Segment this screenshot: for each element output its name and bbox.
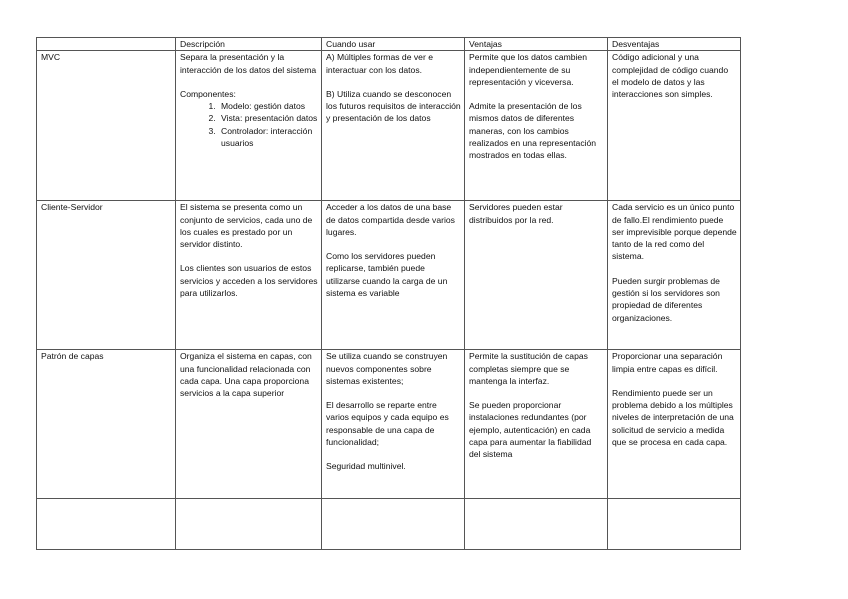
- header-empty: [37, 38, 176, 51]
- desventajas-text: Cada servicio es un único punto de fallo.El rendimiento puede ser imprevisible porque depende tanto de la red como del sistema.: [612, 202, 737, 262]
- descripcion-cell: [176, 201, 322, 350]
- cuando-usar-text: Se utiliza cuando se construyen nuevos componentes sobre sistemas existentes;: [326, 351, 448, 386]
- descripcion-cell: [176, 51, 322, 201]
- descripcion-text: Separa la presentación y la interacción de los datos del sistema: [180, 52, 317, 75]
- cuando-usar-text: B) Utiliza cuando se desconocen los futuros requisitos de interacción y presentación de los datos: [326, 88, 461, 124]
- desventajas-text: Proporcionar una separación limpia entre capas es difícil.: [612, 351, 723, 374]
- desventajas-text: Rendimiento puede ser un problema debido a los múltiples niveles de interpretación de una solicitud de servicio a medida que se procesa en cada capa.: [612, 387, 734, 448]
- list-item: 3. Controlador: interacción usuarios: [218, 125, 318, 150]
- cuando-usar-cell: [322, 51, 465, 201]
- ventajas-cell: [465, 201, 608, 350]
- ventajas-text: Admite la presentación de los mismos datos de diferentes maneras, con los cambios realizados en una representación mostrados en todas ellas.: [469, 101, 597, 161]
- ventajas-cell: [465, 350, 608, 499]
- header-row: [37, 38, 741, 51]
- cuando-usar-cell: [322, 350, 465, 499]
- ventajas-text: Se pueden proporcionar instalaciones redundantes (por ejemplo, autenticación) en cada capa para aumentar la fiabilidad del sistema: [469, 400, 592, 460]
- ventajas-text: Permite que los datos cambien independientemente de su representación y viceversa.: [469, 52, 587, 87]
- list-item: 2. Vista: presentación datos: [218, 112, 318, 124]
- desventajas-cell: [608, 201, 741, 350]
- header-descripcion: Descripción: [176, 38, 322, 51]
- header-ventajas: Ventajas: [465, 38, 608, 51]
- empty-cell: [608, 499, 741, 550]
- table-row-patron-de-capas: [37, 350, 741, 499]
- table-row-cliente-servidor: [37, 201, 741, 350]
- empty-cell: [322, 499, 465, 550]
- components-title: Componentes:: [180, 88, 236, 99]
- desventajas-cell: [608, 350, 741, 499]
- list-item: 1. Modelo: gestión datos: [218, 100, 318, 112]
- cuando-usar-text: Acceder a los datos de una base de datos compartida desde varios lugares.: [326, 202, 455, 237]
- descripcion-text: El sistema se presenta como un conjunto de servicios, cada uno de los cuales es prestado por un servidor distinto.: [180, 202, 313, 250]
- table-row-empty: [37, 499, 741, 550]
- cuando-usar-text: Como los servidores pueden replicarse, también puede utilizarse cuando la carga de un sistema es variable: [326, 251, 448, 299]
- ventajas-text: Servidores pueden estar distribuidos por la red.: [469, 202, 563, 225]
- empty-cell: [37, 499, 176, 550]
- pattern-name: Cliente-Servidor: [37, 201, 176, 350]
- ventajas-cell: [465, 51, 608, 201]
- cuando-usar-cell: [322, 201, 465, 350]
- desventajas-text: Código adicional y una complejidad de código cuando el modelo de datos y las interacciones son simples.: [612, 52, 729, 100]
- desventajas-text: Pueden surgir problemas de gestión si los servidores son propiedad de diferentes organizaciones.: [612, 275, 720, 323]
- pattern-name: MVC: [37, 51, 176, 201]
- patterns-table: [36, 37, 741, 550]
- descripcion-cell: [176, 350, 322, 499]
- ventajas-text: Permite la sustitución de capas completas siempre que se mantenga la interfaz.: [469, 351, 588, 386]
- components-list: [180, 100, 318, 149]
- descripcion-text: Organiza el sistema en capas, con una funcionalidad relacionada con cada capa. Una capa proporciona servicios a la capa superior: [180, 351, 312, 399]
- table-row-mvc: [37, 51, 741, 201]
- header-desventajas: Desventajas: [608, 38, 741, 51]
- cuando-usar-text: A) Múltiples formas de ver e interactuar con los datos.: [326, 52, 433, 75]
- cuando-usar-text: El desarrollo se reparte entre varios equipos y cada equipo es responsable de una capa de funcionalidad;: [326, 400, 449, 448]
- desventajas-cell: [608, 51, 741, 201]
- cuando-usar-text: Seguridad multinivel.: [326, 461, 406, 472]
- empty-cell: [176, 499, 322, 550]
- pattern-name: Patrón de capas: [37, 350, 176, 499]
- header-cuando-usar: Cuando usar: [322, 38, 465, 51]
- descripcion-text: Los clientes son usuarios de estos servicios y acceden a los servidores para utilizarlos.: [180, 263, 318, 299]
- empty-cell: [465, 499, 608, 550]
